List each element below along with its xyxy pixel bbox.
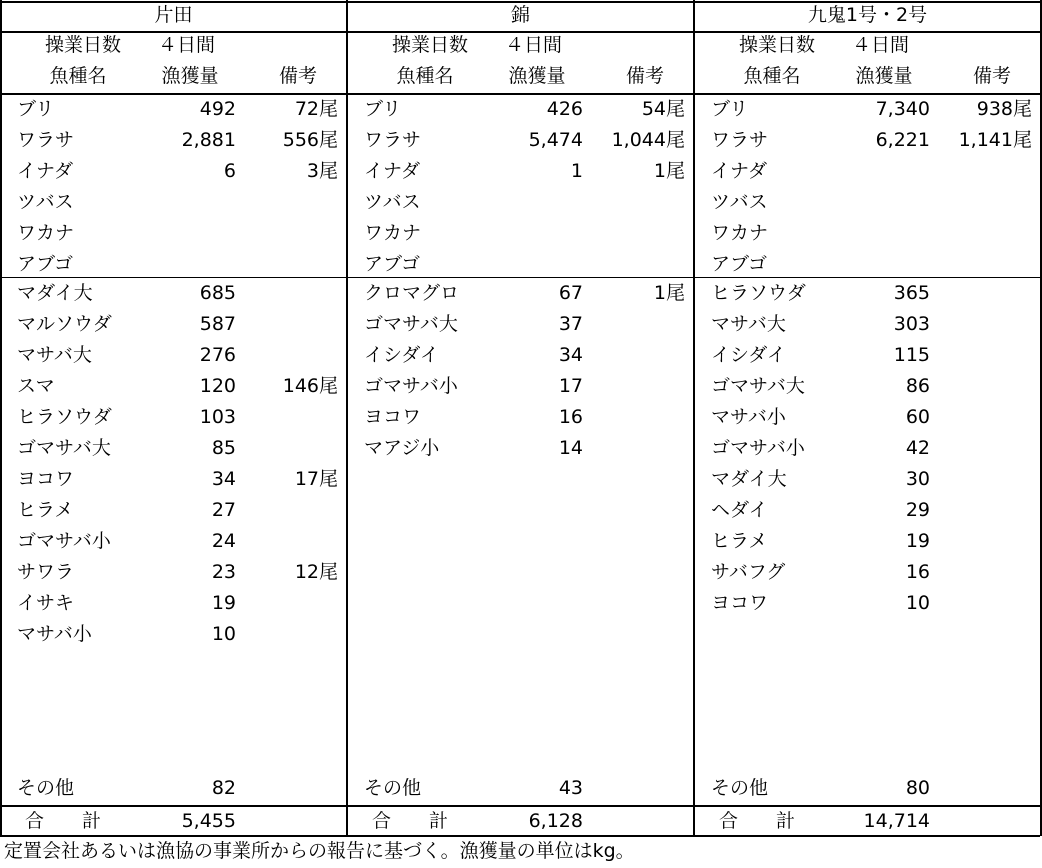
catch-amount bbox=[477, 187, 583, 218]
species-name: マサバ大 bbox=[17, 344, 92, 366]
species-name: ワラサ bbox=[364, 129, 422, 151]
species-name: アブゴ bbox=[711, 253, 768, 275]
remarks: 12尾 bbox=[294, 561, 338, 583]
total-label: 合 計 bbox=[372, 810, 449, 832]
section-title: 錦 bbox=[510, 4, 530, 26]
species-name: ヒラメ bbox=[711, 530, 768, 552]
days-label: 操業日数 bbox=[45, 34, 122, 56]
species-name: サバフグ bbox=[711, 561, 786, 583]
remarks: 72尾 bbox=[294, 98, 338, 120]
species-name: マダイ大 bbox=[17, 282, 93, 304]
species-name: ワカナ bbox=[17, 222, 75, 244]
remarks bbox=[934, 495, 1032, 526]
catch-amount: 43 bbox=[558, 777, 583, 799]
species-name: マサバ大 bbox=[711, 313, 786, 335]
catch-amount bbox=[824, 187, 930, 218]
species-name: ブリ bbox=[17, 98, 55, 120]
remarks bbox=[240, 495, 338, 526]
remarks: 3尾 bbox=[306, 160, 338, 182]
remarks bbox=[587, 309, 685, 340]
remarks bbox=[934, 557, 1032, 588]
total-catch: 14,714 bbox=[863, 810, 930, 832]
remarks bbox=[934, 464, 1032, 495]
species-name: スマ bbox=[17, 375, 55, 397]
catch-amount: 276 bbox=[199, 344, 236, 366]
species-name: ヒラソウダ bbox=[711, 282, 806, 304]
remarks bbox=[587, 340, 685, 371]
species-name: ワカナ bbox=[364, 222, 422, 244]
catch-amount: 426 bbox=[546, 98, 583, 120]
remarks bbox=[587, 402, 685, 433]
catch-amount: 30 bbox=[905, 468, 930, 490]
catch-amount: 19 bbox=[211, 592, 236, 614]
remarks bbox=[240, 187, 338, 218]
species-name: マサバ小 bbox=[711, 406, 786, 428]
catch-amount: 10 bbox=[905, 592, 930, 614]
remarks: 938尾 bbox=[976, 98, 1032, 120]
species-name: その他 bbox=[364, 777, 422, 799]
remarks bbox=[934, 249, 1032, 280]
footnote: 定置会社あるいは漁協の事業所からの報告に基づく。漁獲量の単位はkg。 bbox=[4, 840, 635, 862]
section-title: 九鬼1号・2号 bbox=[807, 4, 928, 26]
remarks bbox=[240, 588, 338, 619]
catch-amount: 6,221 bbox=[875, 129, 930, 151]
species-name: ヨコワ bbox=[711, 592, 769, 614]
species-name: その他 bbox=[17, 777, 75, 799]
remarks bbox=[587, 187, 685, 218]
catch-amount: 85 bbox=[211, 437, 236, 459]
species-name: ツバス bbox=[711, 191, 768, 213]
catch-amount: 86 bbox=[905, 375, 930, 397]
species-name: ブリ bbox=[364, 98, 402, 120]
remarks bbox=[587, 773, 685, 804]
catch-amount: 80 bbox=[905, 777, 930, 799]
species-name: マルソウダ bbox=[17, 313, 112, 335]
species-name: イナダ bbox=[17, 160, 74, 182]
total-label: 合 計 bbox=[25, 810, 102, 832]
remarks: 146尾 bbox=[282, 375, 338, 397]
catch-amount: 34 bbox=[558, 344, 583, 366]
remarks: 1,141尾 bbox=[958, 129, 1032, 151]
catch-amount bbox=[477, 249, 583, 280]
catch-amount: 120 bbox=[199, 375, 236, 397]
catch-amount: 103 bbox=[199, 406, 236, 428]
remarks bbox=[934, 187, 1032, 218]
species-name: ヒラソウダ bbox=[17, 406, 112, 428]
total-catch: 5,455 bbox=[181, 810, 236, 832]
col-header-remarks: 備考 bbox=[625, 65, 664, 87]
catch-amount: 2,881 bbox=[181, 129, 236, 151]
species-name: ツバス bbox=[364, 191, 421, 213]
total-remarks bbox=[240, 806, 338, 837]
species-name: ゴマサバ大 bbox=[364, 313, 458, 335]
column-divider bbox=[346, 0, 348, 836]
remarks: 1尾 bbox=[653, 282, 685, 304]
catch-amount: 5,474 bbox=[528, 129, 583, 151]
species-name: ツバス bbox=[17, 191, 74, 213]
col-header-species: 魚種名 bbox=[49, 65, 107, 87]
catch-amount: 19 bbox=[905, 530, 930, 552]
species-name: アブゴ bbox=[364, 253, 421, 275]
col-header-remarks: 備考 bbox=[972, 65, 1011, 87]
catch-amount bbox=[824, 249, 930, 280]
species-name: マダイ大 bbox=[711, 468, 787, 490]
remarks bbox=[934, 309, 1032, 340]
species-name: イシダイ bbox=[711, 344, 786, 366]
species-name: ヨコワ bbox=[364, 406, 422, 428]
remarks bbox=[240, 773, 338, 804]
remarks bbox=[240, 619, 338, 650]
catch-amount: 42 bbox=[905, 437, 930, 459]
remarks bbox=[934, 156, 1032, 187]
species-name: ヒラメ bbox=[17, 499, 74, 521]
remarks: 556尾 bbox=[282, 129, 338, 151]
species-name: ワラサ bbox=[17, 129, 75, 151]
catch-amount: 16 bbox=[558, 406, 583, 428]
total-catch: 6,128 bbox=[528, 810, 583, 832]
species-name: マサバ小 bbox=[17, 623, 92, 645]
species-name: その他 bbox=[711, 777, 769, 799]
col-header-catch: 漁獲量 bbox=[508, 65, 566, 87]
catch-amount: 60 bbox=[905, 406, 930, 428]
catch-amount: 14 bbox=[558, 437, 583, 459]
remarks: 1尾 bbox=[653, 160, 685, 182]
days-label: 操業日数 bbox=[739, 34, 816, 56]
species-name: ゴマサバ小 bbox=[364, 375, 458, 397]
catch-amount: 17 bbox=[558, 375, 583, 397]
catch-amount: 37 bbox=[558, 313, 583, 335]
catch-amount bbox=[130, 187, 236, 218]
catch-amount: 7,340 bbox=[875, 98, 930, 120]
catch-amount bbox=[130, 218, 236, 249]
catch-amount: 685 bbox=[199, 282, 236, 304]
col-header-species: 魚種名 bbox=[396, 65, 454, 87]
catch-amount bbox=[477, 218, 583, 249]
section-title: 片田 bbox=[154, 4, 193, 26]
catch-amount: 67 bbox=[558, 282, 583, 304]
total-remarks bbox=[934, 806, 1032, 837]
total-label: 合 計 bbox=[719, 810, 796, 832]
species-name: ブリ bbox=[711, 98, 749, 120]
col-header-remarks: 備考 bbox=[278, 65, 317, 87]
remarks bbox=[587, 218, 685, 249]
species-name: ゴマサバ大 bbox=[17, 437, 111, 459]
catch-amount: 6 bbox=[223, 160, 236, 182]
remarks bbox=[934, 588, 1032, 619]
catch-amount: 492 bbox=[199, 98, 236, 120]
species-name: イナダ bbox=[711, 160, 768, 182]
remarks bbox=[934, 340, 1032, 371]
species-name: サワラ bbox=[17, 561, 75, 583]
remarks bbox=[240, 309, 338, 340]
catch-amount: 34 bbox=[211, 468, 236, 490]
catch-amount: 115 bbox=[893, 344, 930, 366]
remarks: 1,044尾 bbox=[611, 129, 685, 151]
species-name: イサキ bbox=[17, 592, 75, 614]
column-divider bbox=[0, 0, 2, 836]
remarks bbox=[587, 249, 685, 280]
catch-amount: 16 bbox=[905, 561, 930, 583]
species-name: マアジ小 bbox=[364, 437, 440, 459]
catch-amount: 10 bbox=[211, 623, 236, 645]
remarks bbox=[240, 278, 338, 309]
days-label: 操業日数 bbox=[392, 34, 469, 56]
species-name: ゴマサバ小 bbox=[711, 437, 805, 459]
col-header-catch: 漁獲量 bbox=[161, 65, 219, 87]
species-name: ワカナ bbox=[711, 222, 769, 244]
col-header-species: 魚種名 bbox=[743, 65, 801, 87]
catch-amount: 303 bbox=[893, 313, 930, 335]
catch-amount: 27 bbox=[211, 499, 236, 521]
remarks bbox=[240, 249, 338, 280]
species-name: ゴマサバ小 bbox=[17, 530, 111, 552]
species-name: ゴマサバ大 bbox=[711, 375, 805, 397]
remarks: 17尾 bbox=[294, 468, 338, 490]
remarks bbox=[240, 218, 338, 249]
species-name: ワラサ bbox=[711, 129, 769, 151]
catch-amount: 587 bbox=[199, 313, 236, 335]
days-value: ４日間 bbox=[852, 34, 910, 56]
remarks bbox=[240, 340, 338, 371]
remarks: 54尾 bbox=[641, 98, 685, 120]
remarks bbox=[240, 433, 338, 464]
species-name: ヨコワ bbox=[17, 468, 75, 490]
species-name: イナダ bbox=[364, 160, 421, 182]
catch-amount: 365 bbox=[893, 282, 930, 304]
remarks bbox=[934, 526, 1032, 557]
species-name: ヘダイ bbox=[711, 499, 768, 521]
catch-amount: 24 bbox=[211, 530, 236, 552]
remarks bbox=[934, 402, 1032, 433]
remarks bbox=[240, 526, 338, 557]
remarks bbox=[587, 433, 685, 464]
catch-amount bbox=[130, 249, 236, 280]
days-value: ４日間 bbox=[158, 34, 216, 56]
column-divider bbox=[693, 0, 695, 836]
species-name: アブゴ bbox=[17, 253, 74, 275]
catch-amount: 23 bbox=[211, 561, 236, 583]
catch-amount: 82 bbox=[211, 777, 236, 799]
days-value: ４日間 bbox=[505, 34, 563, 56]
remarks bbox=[240, 402, 338, 433]
species-name: イシダイ bbox=[364, 344, 439, 366]
total-remarks bbox=[587, 806, 685, 837]
remarks bbox=[587, 371, 685, 402]
remarks bbox=[934, 218, 1032, 249]
catch-amount bbox=[824, 218, 930, 249]
catch-amount: 29 bbox=[905, 499, 930, 521]
col-header-catch: 漁獲量 bbox=[855, 65, 913, 87]
species-name: クロマグロ bbox=[364, 282, 460, 304]
remarks bbox=[934, 773, 1032, 804]
remarks bbox=[934, 371, 1032, 402]
catch-amount bbox=[824, 156, 930, 187]
catch-amount: 1 bbox=[570, 160, 583, 182]
remarks bbox=[934, 433, 1032, 464]
remarks bbox=[934, 278, 1032, 309]
